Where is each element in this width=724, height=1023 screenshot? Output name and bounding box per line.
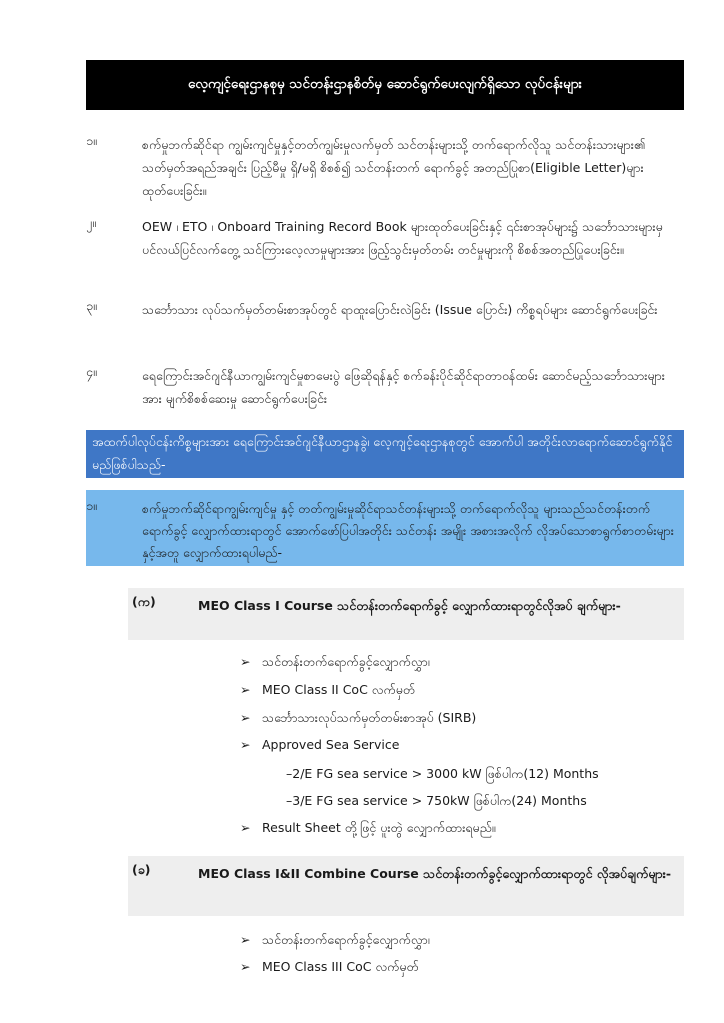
arrow-bullet-icon: ➢ — [240, 682, 251, 697]
section-number: ၁။ — [86, 498, 97, 513]
section-1 — [86, 490, 684, 566]
subsection-label: (က) — [132, 594, 156, 609]
item-text: စက်မှုဘက်ဆိုင်ရာ ကျွမ်းကျင်မှုနှင့်တတ်ကျွမ်းမှုလက်မှတ် သင်တန်းများသို့ တက်ရောက်လိုသူ သင်တန်းသားများ၏ သတ်မှတ်အရည်အချင်း ပြည့်မီမှု ရှိ/မရှိ စိစစ်၍ သင်တန်းတက် ရောက်ခွင့် အတည်ပြုစာ(Eligible Letter)များ ထုတ်ပေးခြင်း။ — [142, 137, 646, 198]
requirement-bullet: ➢ MEO Class III CoC လက်မှတ် — [240, 957, 419, 977]
subsection-heading — [128, 856, 684, 916]
arrow-bullet-icon: ➢ — [240, 820, 251, 835]
item-number: ၄။ — [86, 364, 97, 379]
item-text: ရေကြောင်းအင်ဂျင်နီယာကျွမ်းကျင်မှုစာမေးပွဲ ဖြေဆိုရန်နှင့် စက်ခန်းပိုင်ဆိုင်ရာတာဝန်ထမ်း ဆောင်မည့်သင်္ဘောသားများအား မျက်စိစစ်ဆေးမှု ဆောင်ရွက်ပေးခြင်း — [142, 368, 665, 406]
arrow-bullet-icon: ➢ — [240, 959, 251, 974]
notice-banner: အထက်ပါလုပ်ငန်းကိစ္စများအား ရေကြောင်းအင်ဂျင်နီယာဌာနခွဲ၊ လေ့ကျင့်ရေးဌာနစုတွင် အောက်ပါ အတိုင်းလာရောက်ဆောင်ရွက်နိုင်မည်ဖြစ်ပါသည်- — [86, 430, 684, 478]
sea-service-detail: –2/E FG sea service > 3000 kW ဖြစ်ပါက(12) Months — [286, 766, 599, 781]
item-text: OEW ၊ ETO ၊ Onboard Training Record Book များထုတ်ပေးခြင်းနှင့် ၎င်းစာအုပ်များ၌ သင်္ဘောသားများမှ ပင်လယ်ပြင်လက်တွေ့ သင်ကြားလေ့လာမှုများအား ဖြည့်သွင်းမှတ်တမ်း တင်မှုများကို စိစစ်အတည်ပြုပေးခြင်း။ — [142, 219, 663, 257]
section-text: စက်မှုဘက်ဆိုင်ရာကျွမ်းကျင်မှု နှင့် တတ်ကျွမ်းမှုဆိုင်ရာသင်တန်းများသို့ တက်ရောက်လိုသူ များသည်သင်တန်းတက်ရောက်ခွင့် လျှောက်ထားရာတွင် အောက်ဖော်ပြပါအတိုင်း သင်တန်း အမျိုး အစားအလိုက် လိုအပ်သောစာရွက်စာတမ်းများနှင့်အတူ လျှောက်ထားရပါမည်- — [142, 501, 674, 560]
item-number: ၃။ — [86, 298, 97, 313]
requirement-bullet: ➢ သင်္ဘောသားလုပ်သက်မှတ်တမ်းစာအုပ် (SIRB) — [240, 708, 476, 728]
requirement-bullet: ➢ MEO Class II CoC လက်မှတ် — [240, 680, 415, 700]
subsection-label: (ခ) — [132, 862, 151, 877]
requirement-bullet: ➢ သင်တန်းတက်ရောက်ခွင့်လျှောက်လွှာ၊ — [240, 930, 430, 950]
item-text: သင်္ဘောသား လုပ်သက်မှတ်တမ်းစာအုပ်တွင် ရာထူးပြောင်းလဲခြင်း (Issue ပြောင်း) ကိစ္စရပ်များ ဆောင်ရွက်ပေးခြင်း — [142, 302, 658, 317]
item-number: ၂။ — [86, 215, 96, 230]
page-title: လေ့ကျင့်ရေးဌာနစုမှ သင်တန်းဌာနစိတ်မှ ဆောင်ရွက်ပေးလျက်ရှိသော လုပ်ငန်းများ — [86, 60, 684, 110]
arrow-bullet-icon: ➢ — [240, 710, 251, 725]
subsection-title: MEO Class I Course သင်တန်းတက်ရောက်ခွင့် လျှောက်ထားရာတွင်လိုအပ် ချက်များ- — [198, 598, 621, 613]
item-number: ၁။ — [86, 133, 97, 148]
arrow-bullet-icon: ➢ — [240, 654, 251, 669]
sea-service-detail: –3/E FG sea service > 750kW ဖြစ်ပါက(24) Months — [286, 793, 587, 808]
requirement-bullet: ➢ Approved Sea Service — [240, 735, 399, 755]
requirement-bullet: ➢ သင်တန်းတက်ရောက်ခွင့်လျှောက်လွှာ၊ — [240, 652, 430, 672]
requirement-bullet: ➢ Result Sheet တို့ဖြင့် ပူးတွဲ လျှောက်ထားရမည်။ — [240, 818, 496, 838]
arrow-bullet-icon: ➢ — [240, 737, 251, 752]
subsection-title: MEO Class I&II Combine Course သင်တန်းတက်ခွင့်လျှောက်ထားရာတွင် လိုအပ်ချက်များ- — [198, 866, 672, 881]
arrow-bullet-icon: ➢ — [240, 932, 251, 947]
subsection-heading — [128, 588, 684, 640]
